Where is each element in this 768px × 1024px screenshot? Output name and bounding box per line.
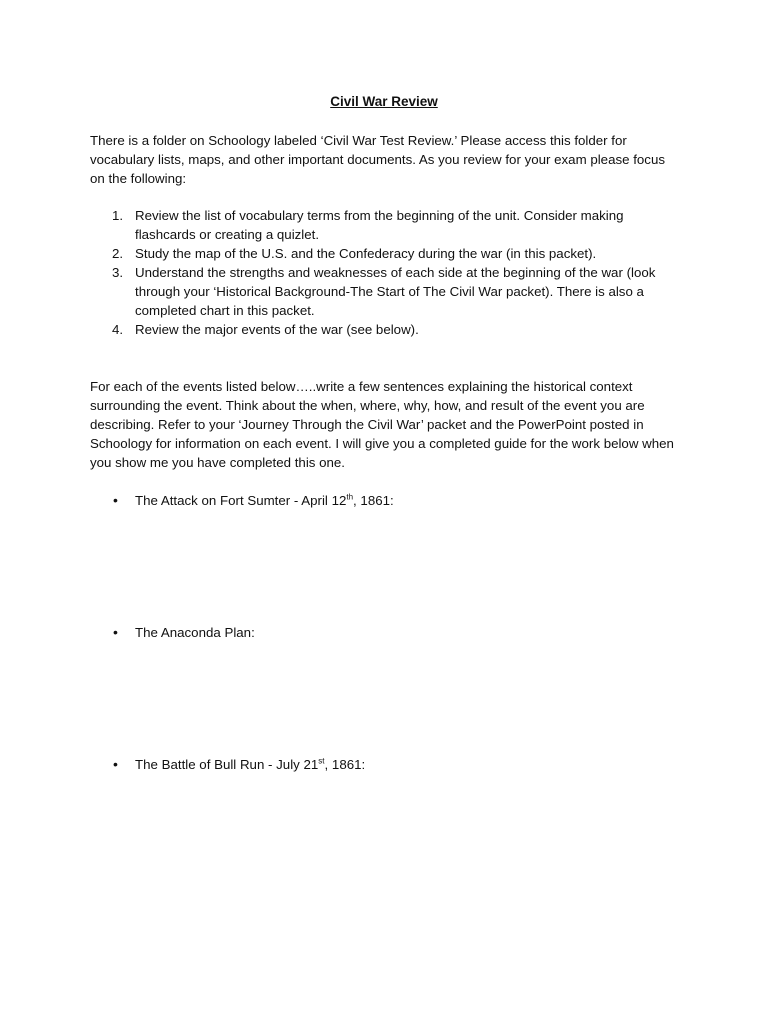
task-number: 4.: [112, 322, 124, 337]
context-paragraph: For each of the events listed below…..write a few sentences explaining the historical context surrounding the event. Think about the when, where, why, how, and result of the event you are describing. Refer to your ‘Journey Through the Civil War’ packet and the PowerPoint posted in Schoology for information on each event. I will give you a completed guide for the work below when you show me you have completed this one.: [90, 379, 674, 470]
task-list: [90, 206, 680, 339]
task-number: 1.: [112, 208, 124, 223]
event-label: The Anaconda Plan:: [135, 625, 255, 640]
task-item: [90, 206, 680, 244]
bullet-icon: •: [113, 756, 118, 772]
event-label: The Attack on Fort Sumter - April 12th, 1861:: [135, 492, 394, 508]
task-item: [90, 244, 680, 263]
page-title: Civil War Review: [330, 94, 438, 109]
event-label: The Battle of Bull Run - July 21st, 1861:: [135, 756, 366, 772]
task-number: 3.: [112, 265, 124, 280]
task-text: Study the map of the U.S. and the Confederacy during the war (in this packet).: [135, 246, 597, 261]
task-number: 2.: [112, 246, 124, 261]
task-item: [90, 320, 680, 339]
bullet-icon: •: [113, 492, 118, 508]
intro-paragraph: There is a folder on Schoology labeled ‘Civil War Test Review.’ Please access this folder for vocabulary lists, maps, and other important documents. As you review for your exam please focus on the following:: [90, 133, 665, 186]
bullet-icon: •: [113, 624, 118, 640]
task-text: Review the major events of the war (see below).: [135, 322, 419, 337]
task-text: Review the list of vocabulary terms from the beginning of the unit. Consider making flashcards or creating a quizlet.: [135, 208, 624, 242]
task-item: [90, 263, 680, 320]
task-text: Understand the strengths and weaknesses of each side at the beginning of the war (look through your ‘Historical Background-The Start of The Civil War packet). There is also a completed chart in this packet.: [135, 265, 656, 318]
